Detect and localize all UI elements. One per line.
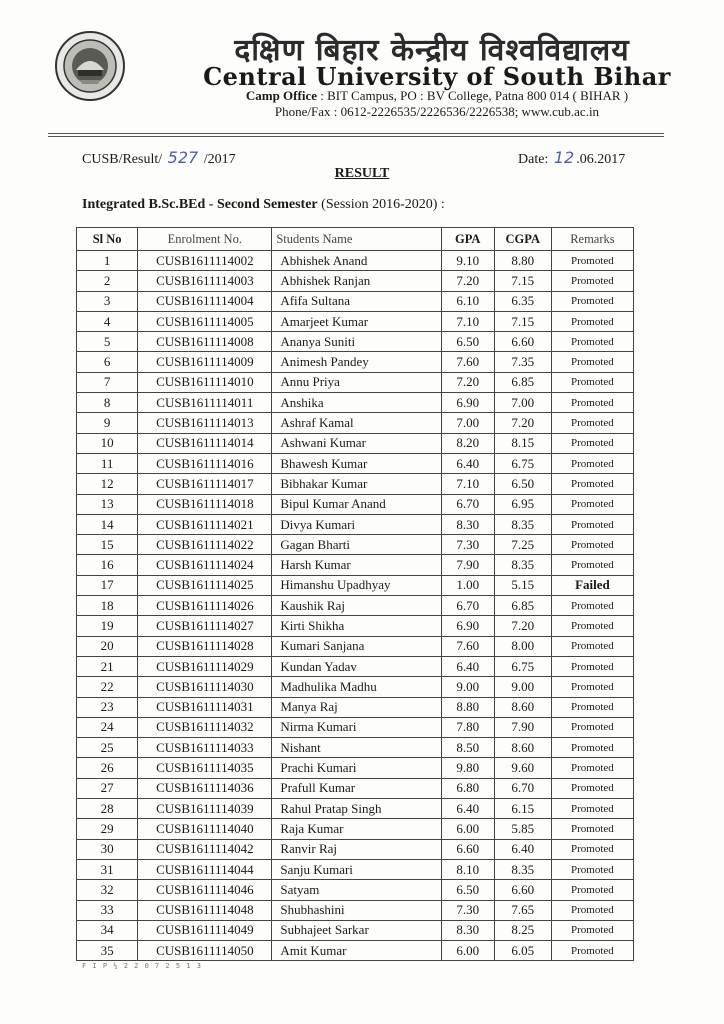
cell-cgpa: 6.35: [494, 291, 551, 311]
cell-gpa: 7.10: [441, 474, 494, 494]
cell-remarks: Promoted: [551, 494, 633, 514]
cell-cgpa: 9.60: [494, 758, 551, 778]
table-row: [77, 636, 634, 656]
cell-sl-no: 7: [77, 372, 138, 392]
cell-gpa: 6.70: [441, 596, 494, 616]
cell-cgpa: 6.15: [494, 799, 551, 819]
cell-student-name: Anshika: [272, 393, 441, 413]
cell-student-name: Rahul Pratap Singh: [272, 799, 441, 819]
cell-sl-no: 24: [77, 717, 138, 737]
cell-cgpa: 8.60: [494, 738, 551, 758]
cell-gpa: 8.30: [441, 514, 494, 534]
cell-sl-no: 21: [77, 656, 138, 676]
cell-remarks: Promoted: [551, 616, 633, 636]
cell-enrolment: CUSB1611114026: [138, 596, 272, 616]
cell-enrolment: CUSB1611114031: [138, 697, 272, 717]
cell-student-name: Animesh Pandey: [272, 352, 441, 372]
cell-student-name: Ashwani Kumar: [272, 433, 441, 453]
cell-cgpa: 6.95: [494, 494, 551, 514]
cell-gpa: 6.00: [441, 819, 494, 839]
result-table: [76, 227, 634, 961]
cell-cgpa: 7.00: [494, 393, 551, 413]
cell-enrolment: CUSB1611114017: [138, 474, 272, 494]
cell-sl-no: 18: [77, 596, 138, 616]
table-row: [77, 474, 634, 494]
cell-student-name: Prafull Kumar: [272, 778, 441, 798]
cell-student-name: Subhajeet Sarkar: [272, 920, 441, 940]
cell-sl-no: 27: [77, 778, 138, 798]
cell-sl-no: 32: [77, 880, 138, 900]
program-session: (Session 2016-2020) :: [321, 197, 445, 212]
contact-line: Phone/Fax : 0612-2226535/2226536/2226538; www.cub.ac.in: [274, 104, 600, 119]
cell-enrolment: CUSB1611114046: [138, 880, 272, 900]
cell-sl-no: 35: [77, 941, 138, 961]
cell-sl-no: 13: [77, 494, 138, 514]
header-sl-no: Sl No: [77, 228, 138, 251]
cell-cgpa: 5.15: [494, 575, 551, 595]
cell-enrolment: CUSB1611114014: [138, 433, 272, 453]
cell-student-name: Kumari Sanjana: [272, 636, 441, 656]
table-row: [77, 535, 634, 555]
cell-enrolment: CUSB1611114018: [138, 494, 272, 514]
table-row: [77, 738, 634, 758]
cell-remarks: Promoted: [551, 555, 633, 575]
reference-prefix: CUSB/Result/: [82, 152, 163, 167]
cell-gpa: 8.80: [441, 697, 494, 717]
cell-gpa: 6.90: [441, 616, 494, 636]
cell-remarks: Promoted: [551, 738, 633, 758]
cell-student-name: Raja Kumar: [272, 819, 441, 839]
table-row: [77, 453, 634, 473]
university-name-english: Central University of South Bihar: [203, 62, 671, 91]
table-row: [77, 859, 634, 879]
cell-remarks: Promoted: [551, 900, 633, 920]
cell-enrolment: CUSB1611114004: [138, 291, 272, 311]
cell-student-name: Ashraf Kamal: [272, 413, 441, 433]
cell-cgpa: 8.35: [494, 555, 551, 575]
header-gpa: GPA: [441, 228, 494, 251]
cell-sl-no: 25: [77, 738, 138, 758]
cell-remarks: Promoted: [551, 372, 633, 392]
cell-student-name: Afifa Sultana: [272, 291, 441, 311]
cell-sl-no: 8: [77, 393, 138, 413]
table-row: [77, 758, 634, 778]
cell-sl-no: 3: [77, 291, 138, 311]
cell-student-name: Gagan Bharti: [272, 535, 441, 555]
cell-cgpa: 7.15: [494, 271, 551, 291]
cell-enrolment: CUSB1611114002: [138, 251, 272, 271]
cell-cgpa: 7.15: [494, 311, 551, 331]
cell-gpa: 8.10: [441, 859, 494, 879]
date-rest: .06.2017: [576, 152, 626, 167]
cell-sl-no: 19: [77, 616, 138, 636]
table-row: [77, 372, 634, 392]
cell-enrolment: CUSB1611114048: [138, 900, 272, 920]
cell-student-name: Shubhashini: [272, 900, 441, 920]
table-body: [77, 251, 634, 961]
cell-sl-no: 20: [77, 636, 138, 656]
table-header-row: [77, 228, 634, 251]
cell-enrolment: CUSB1611114027: [138, 616, 272, 636]
table-row: [77, 900, 634, 920]
cell-enrolment: CUSB1611114029: [138, 656, 272, 676]
cell-enrolment: CUSB1611114035: [138, 758, 272, 778]
university-name-hindi: दक्षिण बिहार केन्द्रीय विश्वविद्यालय: [234, 33, 630, 68]
cell-cgpa: 6.60: [494, 332, 551, 352]
cell-enrolment: CUSB1611114011: [138, 393, 272, 413]
cell-student-name: Bibhakar Kumar: [272, 474, 441, 494]
cell-enrolment: CUSB1611114039: [138, 799, 272, 819]
table-row: [77, 271, 634, 291]
cell-sl-no: 11: [77, 453, 138, 473]
cell-enrolment: CUSB1611114008: [138, 332, 272, 352]
cell-gpa: 6.90: [441, 393, 494, 413]
header-student-name: Students Name: [272, 228, 441, 251]
table-row: [77, 555, 634, 575]
cell-remarks: Promoted: [551, 271, 633, 291]
table-row: [77, 839, 634, 859]
cell-sl-no: 1: [77, 251, 138, 271]
table-row: [77, 616, 634, 636]
date-label: Date:: [518, 152, 549, 167]
cell-sl-no: 23: [77, 697, 138, 717]
cell-remarks: Promoted: [551, 880, 633, 900]
cell-remarks: Promoted: [551, 859, 633, 879]
cell-gpa: 9.10: [441, 251, 494, 271]
cell-sl-no: 28: [77, 799, 138, 819]
cell-cgpa: 6.40: [494, 839, 551, 859]
table-row: [77, 880, 634, 900]
cell-enrolment: CUSB1611114050: [138, 941, 272, 961]
header-enrolment: Enrolment No.: [138, 228, 272, 251]
cell-enrolment: CUSB1611114042: [138, 839, 272, 859]
cell-remarks: Promoted: [551, 941, 633, 961]
cell-student-name: Ananya Suniti: [272, 332, 441, 352]
cell-remarks: Promoted: [551, 332, 633, 352]
cell-cgpa: 8.25: [494, 920, 551, 940]
cell-cgpa: 7.65: [494, 900, 551, 920]
cell-sl-no: 15: [77, 535, 138, 555]
cell-remarks: Promoted: [551, 596, 633, 616]
cell-cgpa: 6.85: [494, 596, 551, 616]
cell-remarks: Promoted: [551, 311, 633, 331]
reference-number: [82, 148, 236, 168]
table-row: [77, 941, 634, 961]
cell-sl-no: 31: [77, 859, 138, 879]
cell-remarks: Promoted: [551, 433, 633, 453]
cell-sl-no: 6: [77, 352, 138, 372]
cell-cgpa: 7.90: [494, 717, 551, 737]
table-row: [77, 514, 634, 534]
cell-enrolment: CUSB1611114028: [138, 636, 272, 656]
header-divider: [48, 133, 664, 137]
cell-remarks: Promoted: [551, 636, 633, 656]
cell-remarks: Promoted: [551, 352, 633, 372]
table-row: [77, 332, 634, 352]
cell-remarks: Promoted: [551, 778, 633, 798]
cell-enrolment: CUSB1611114024: [138, 555, 272, 575]
table-row: [77, 778, 634, 798]
cell-enrolment: CUSB1611114033: [138, 738, 272, 758]
table-row: [77, 494, 634, 514]
cell-cgpa: 8.60: [494, 697, 551, 717]
cell-cgpa: 6.75: [494, 453, 551, 473]
cell-student-name: Kaushik Raj: [272, 596, 441, 616]
cell-cgpa: 8.15: [494, 433, 551, 453]
cell-gpa: 6.40: [441, 453, 494, 473]
cell-remarks: Promoted: [551, 717, 633, 737]
cell-remarks: Promoted: [551, 839, 633, 859]
cell-sl-no: 30: [77, 839, 138, 859]
cell-enrolment: CUSB1611114040: [138, 819, 272, 839]
cell-enrolment: CUSB1611114022: [138, 535, 272, 555]
table-row: [77, 656, 634, 676]
cell-cgpa: 5.85: [494, 819, 551, 839]
table-row: [77, 291, 634, 311]
cell-gpa: 6.50: [441, 880, 494, 900]
cell-cgpa: 7.25: [494, 535, 551, 555]
table-row: [77, 433, 634, 453]
cell-cgpa: 9.00: [494, 677, 551, 697]
cell-gpa: 8.30: [441, 920, 494, 940]
cell-student-name: Manya Raj: [272, 697, 441, 717]
cell-enrolment: CUSB1611114032: [138, 717, 272, 737]
cell-sl-no: 10: [77, 433, 138, 453]
cell-remarks: Promoted: [551, 291, 633, 311]
cell-gpa: 6.10: [441, 291, 494, 311]
cell-student-name: Kirti Shikha: [272, 616, 441, 636]
cell-sl-no: 16: [77, 555, 138, 575]
cell-gpa: 9.00: [441, 677, 494, 697]
cell-cgpa: 6.60: [494, 880, 551, 900]
cell-cgpa: 8.80: [494, 251, 551, 271]
cell-student-name: Nishant: [272, 738, 441, 758]
cell-student-name: Bhawesh Kumar: [272, 453, 441, 473]
cell-enrolment: CUSB1611114016: [138, 453, 272, 473]
cell-gpa: 7.30: [441, 900, 494, 920]
cell-remarks: Promoted: [551, 758, 633, 778]
camp-office-address: [0, 88, 724, 104]
cell-gpa: 7.00: [441, 413, 494, 433]
cell-gpa: 6.60: [441, 839, 494, 859]
cell-remarks: Promoted: [551, 453, 633, 473]
header-cgpa: CGPA: [494, 228, 551, 251]
cell-gpa: 6.40: [441, 656, 494, 676]
cell-student-name: Prachi Kumari: [272, 758, 441, 778]
cell-student-name: Amarjeet Kumar: [272, 311, 441, 331]
cell-student-name: Sanju Kumari: [272, 859, 441, 879]
cell-gpa: 9.80: [441, 758, 494, 778]
cell-gpa: 6.80: [441, 778, 494, 798]
cell-cgpa: 7.20: [494, 616, 551, 636]
cell-enrolment: CUSB1611114030: [138, 677, 272, 697]
cell-remarks: Promoted: [551, 697, 633, 717]
cell-gpa: 7.20: [441, 372, 494, 392]
cell-student-name: Ranvir Raj: [272, 839, 441, 859]
cell-gpa: 6.50: [441, 332, 494, 352]
cell-cgpa: 8.35: [494, 514, 551, 534]
cell-enrolment: CUSB1611114013: [138, 413, 272, 433]
cell-cgpa: 7.20: [494, 413, 551, 433]
cell-remarks: Promoted: [551, 656, 633, 676]
cell-gpa: 7.30: [441, 535, 494, 555]
camp-office-label: Camp Office: [245, 88, 317, 103]
cell-remarks: Promoted: [551, 677, 633, 697]
table-row: [77, 799, 634, 819]
program-name: Integrated B.Sc.BEd - Second Semester: [82, 197, 318, 212]
reference-handwritten-number: 527: [167, 148, 199, 167]
table-row: [77, 311, 634, 331]
cell-enrolment: CUSB1611114021: [138, 514, 272, 534]
cell-sl-no: 26: [77, 758, 138, 778]
cell-gpa: 1.00: [441, 575, 494, 595]
cell-cgpa: 8.35: [494, 859, 551, 879]
table-row: [77, 697, 634, 717]
cell-sl-no: 5: [77, 332, 138, 352]
cell-student-name: Abhishek Ranjan: [272, 271, 441, 291]
table-row: [77, 819, 634, 839]
cell-cgpa: 6.85: [494, 372, 551, 392]
table-row: [77, 717, 634, 737]
cell-student-name: Annu Priya: [272, 372, 441, 392]
cell-sl-no: 22: [77, 677, 138, 697]
cell-student-name: Divya Kumari: [272, 514, 441, 534]
table-row: [77, 677, 634, 697]
cell-remarks: Failed: [551, 575, 633, 595]
cell-cgpa: 8.00: [494, 636, 551, 656]
result-heading: RESULT: [334, 166, 390, 181]
cell-remarks: Promoted: [551, 251, 633, 271]
cell-remarks: Promoted: [551, 474, 633, 494]
cell-remarks: Promoted: [551, 413, 633, 433]
cell-enrolment: CUSB1611114036: [138, 778, 272, 798]
cell-cgpa: 6.75: [494, 656, 551, 676]
cell-student-name: Kundan Yadav: [272, 656, 441, 676]
cell-gpa: 7.20: [441, 271, 494, 291]
cell-sl-no: 4: [77, 311, 138, 331]
cell-cgpa: 7.35: [494, 352, 551, 372]
cell-sl-no: 34: [77, 920, 138, 940]
cell-gpa: 7.10: [441, 311, 494, 331]
camp-office-text: : BIT Campus, PO : BV College, Patna 800 014 ( BIHAR ): [320, 88, 629, 103]
table-row: [77, 920, 634, 940]
table-row: [77, 393, 634, 413]
cell-student-name: Madhulika Madhu: [272, 677, 441, 697]
reference-suffix: /2017: [203, 152, 236, 167]
cell-student-name: Bipul Kumar Anand: [272, 494, 441, 514]
date-handwritten-day: 12: [553, 148, 575, 167]
cell-gpa: 6.40: [441, 799, 494, 819]
table-row: [77, 413, 634, 433]
cell-cgpa: 6.05: [494, 941, 551, 961]
cell-enrolment: CUSB1611114049: [138, 920, 272, 940]
cell-gpa: 6.70: [441, 494, 494, 514]
cell-enrolment: CUSB1611114009: [138, 352, 272, 372]
cell-student-name: Harsh Kumar: [272, 555, 441, 575]
program-line: [82, 197, 445, 213]
cell-student-name: Amit Kumar: [272, 941, 441, 961]
cell-remarks: Promoted: [551, 819, 633, 839]
table-row: [77, 251, 634, 271]
cell-enrolment: CUSB1611114005: [138, 311, 272, 331]
cell-student-name: Abhishek Anand: [272, 251, 441, 271]
cell-gpa: 7.60: [441, 352, 494, 372]
cell-gpa: 8.20: [441, 433, 494, 453]
cell-enrolment: CUSB1611114044: [138, 859, 272, 879]
cell-enrolment: CUSB1611114003: [138, 271, 272, 291]
cell-cgpa: 6.70: [494, 778, 551, 798]
cell-remarks: Promoted: [551, 799, 633, 819]
footer-scan-mark: F I P ½ 2 2 0 7 2 5 1 3: [82, 962, 202, 970]
cell-student-name: Satyam: [272, 880, 441, 900]
cell-sl-no: 9: [77, 413, 138, 433]
cell-enrolment: CUSB1611114010: [138, 372, 272, 392]
cell-remarks: Promoted: [551, 535, 633, 555]
cell-gpa: 7.80: [441, 717, 494, 737]
cell-sl-no: 33: [77, 900, 138, 920]
cell-remarks: Promoted: [551, 920, 633, 940]
cell-sl-no: 2: [77, 271, 138, 291]
cell-gpa: 7.60: [441, 636, 494, 656]
cell-gpa: 7.90: [441, 555, 494, 575]
cell-enrolment: CUSB1611114025: [138, 575, 272, 595]
cell-student-name: Himanshu Upadhyay: [272, 575, 441, 595]
cell-cgpa: 6.50: [494, 474, 551, 494]
cell-sl-no: 12: [77, 474, 138, 494]
header-remarks: Remarks: [551, 228, 633, 251]
cell-gpa: 6.00: [441, 941, 494, 961]
table-row: [77, 575, 634, 595]
cell-sl-no: 29: [77, 819, 138, 839]
table-row: [77, 352, 634, 372]
cell-sl-no: 17: [77, 575, 138, 595]
document-date: [518, 148, 625, 168]
table-row: [77, 596, 634, 616]
cell-student-name: Nirma Kumari: [272, 717, 441, 737]
cell-remarks: Promoted: [551, 514, 633, 534]
cell-gpa: 8.50: [441, 738, 494, 758]
cell-remarks: Promoted: [551, 393, 633, 413]
cell-sl-no: 14: [77, 514, 138, 534]
